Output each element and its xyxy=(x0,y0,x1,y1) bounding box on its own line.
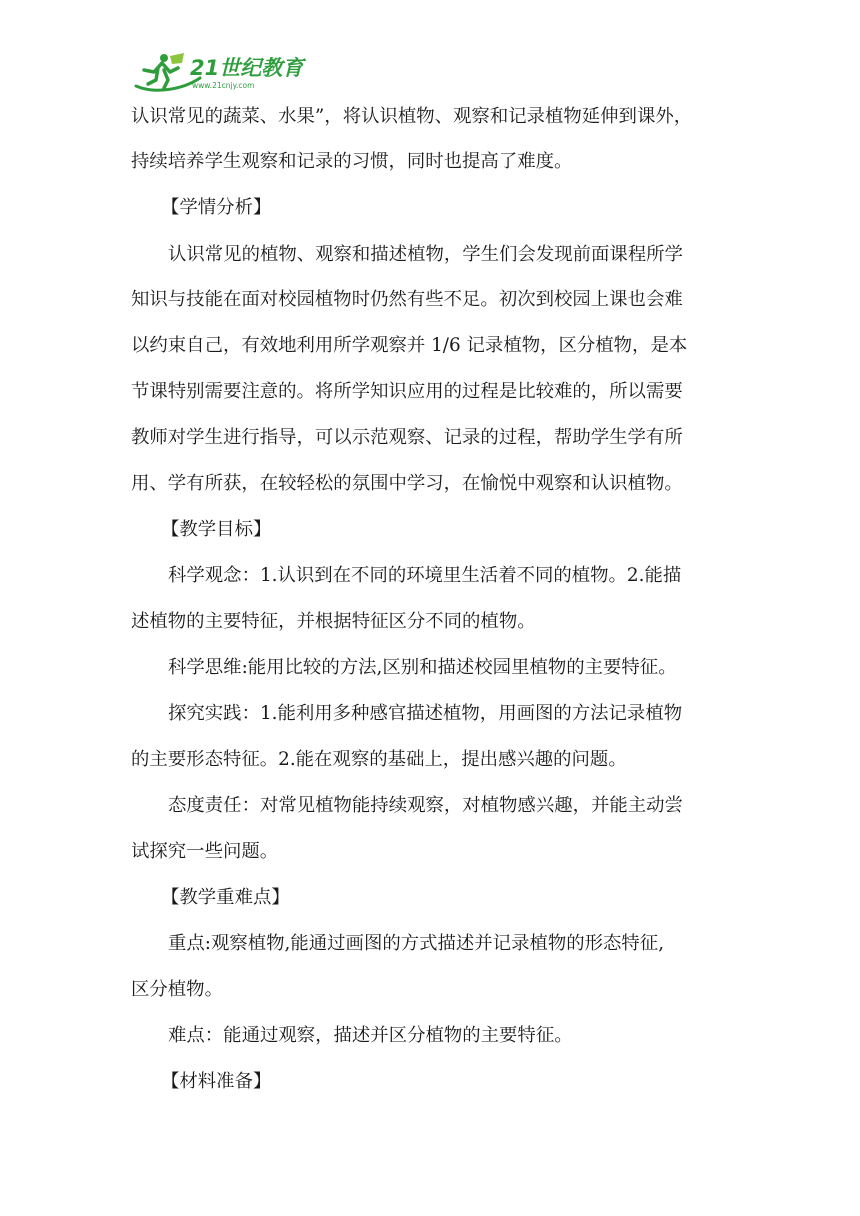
body-text-line: 持续培养学生观察和记录的习惯，同时也提高了难度。 xyxy=(131,151,573,172)
runner-logo-icon xyxy=(134,50,310,94)
section-heading-materials: 【材料准备】 xyxy=(161,1071,272,1092)
body-text-line: 认识常见的蔬菜、水果”，将认识植物、观察和记录植物延伸到课外， xyxy=(131,106,693,127)
brand-text: 21世纪教育 xyxy=(190,56,304,80)
body-text-line: 难点：能通过观察，描述并区分植物的主要特征。 xyxy=(168,1025,573,1046)
body-text-line: 科学观念：1.认识到在不同的环境里生活着不同的植物。2.能描 xyxy=(168,565,682,586)
body-text-line: 用、学有所获，在较轻松的氛围中学习，在愉悦中观察和认识植物。 xyxy=(131,473,683,494)
body-text-line: 认识常见的植物、观察和描述植物，学生们会发现前面课程所学 xyxy=(168,244,683,265)
section-heading-learning-analysis: 【学情分析】 xyxy=(161,197,272,218)
body-text-line: 的主要形态特征。2.能在观察的基础上，提出感兴趣的问题。 xyxy=(131,749,627,770)
body-text-line: 试探究一些问题。 xyxy=(131,841,279,862)
body-text-line: 节课特别需要注意的。将所学知识应用的过程是比较难的，所以需要 xyxy=(131,381,683,402)
brand-url: www.21cnjy.com xyxy=(192,81,255,90)
body-text-line: 区分植物。 xyxy=(131,979,223,1000)
section-heading-key-points: 【教学重难点】 xyxy=(161,887,290,908)
body-text-line: 述植物的主要特征，并根据特征区分不同的植物。 xyxy=(131,611,536,632)
body-text-line: 以约束自己，有效地利用所学观察并 1/6 记录植物，区分植物，是本 xyxy=(131,335,688,356)
body-text-line: 探究实践：1.能利用多种感官描述植物，用画图的方法记录植物 xyxy=(168,703,683,724)
brand-logo xyxy=(134,50,310,94)
body-text-line: 知识与技能在面对校园植物时仍然有些不足。初次到校园上课也会难 xyxy=(131,289,683,310)
body-text-line: 教师对学生进行指导，可以示范观察、记录的过程，帮助学生学有所 xyxy=(131,427,683,448)
body-text-line: 态度责任：对常见植物能持续观察，对植物感兴趣，并能主动尝 xyxy=(168,795,683,816)
body-text-line: 重点:观察植物,能通过画图的方式描述并记录植物的形态特征, xyxy=(168,933,665,954)
section-heading-teaching-goals: 【教学目标】 xyxy=(161,519,272,540)
body-text-line: 科学思维:能用比较的方法,区别和描述校园里植物的主要特征。 xyxy=(168,657,677,678)
